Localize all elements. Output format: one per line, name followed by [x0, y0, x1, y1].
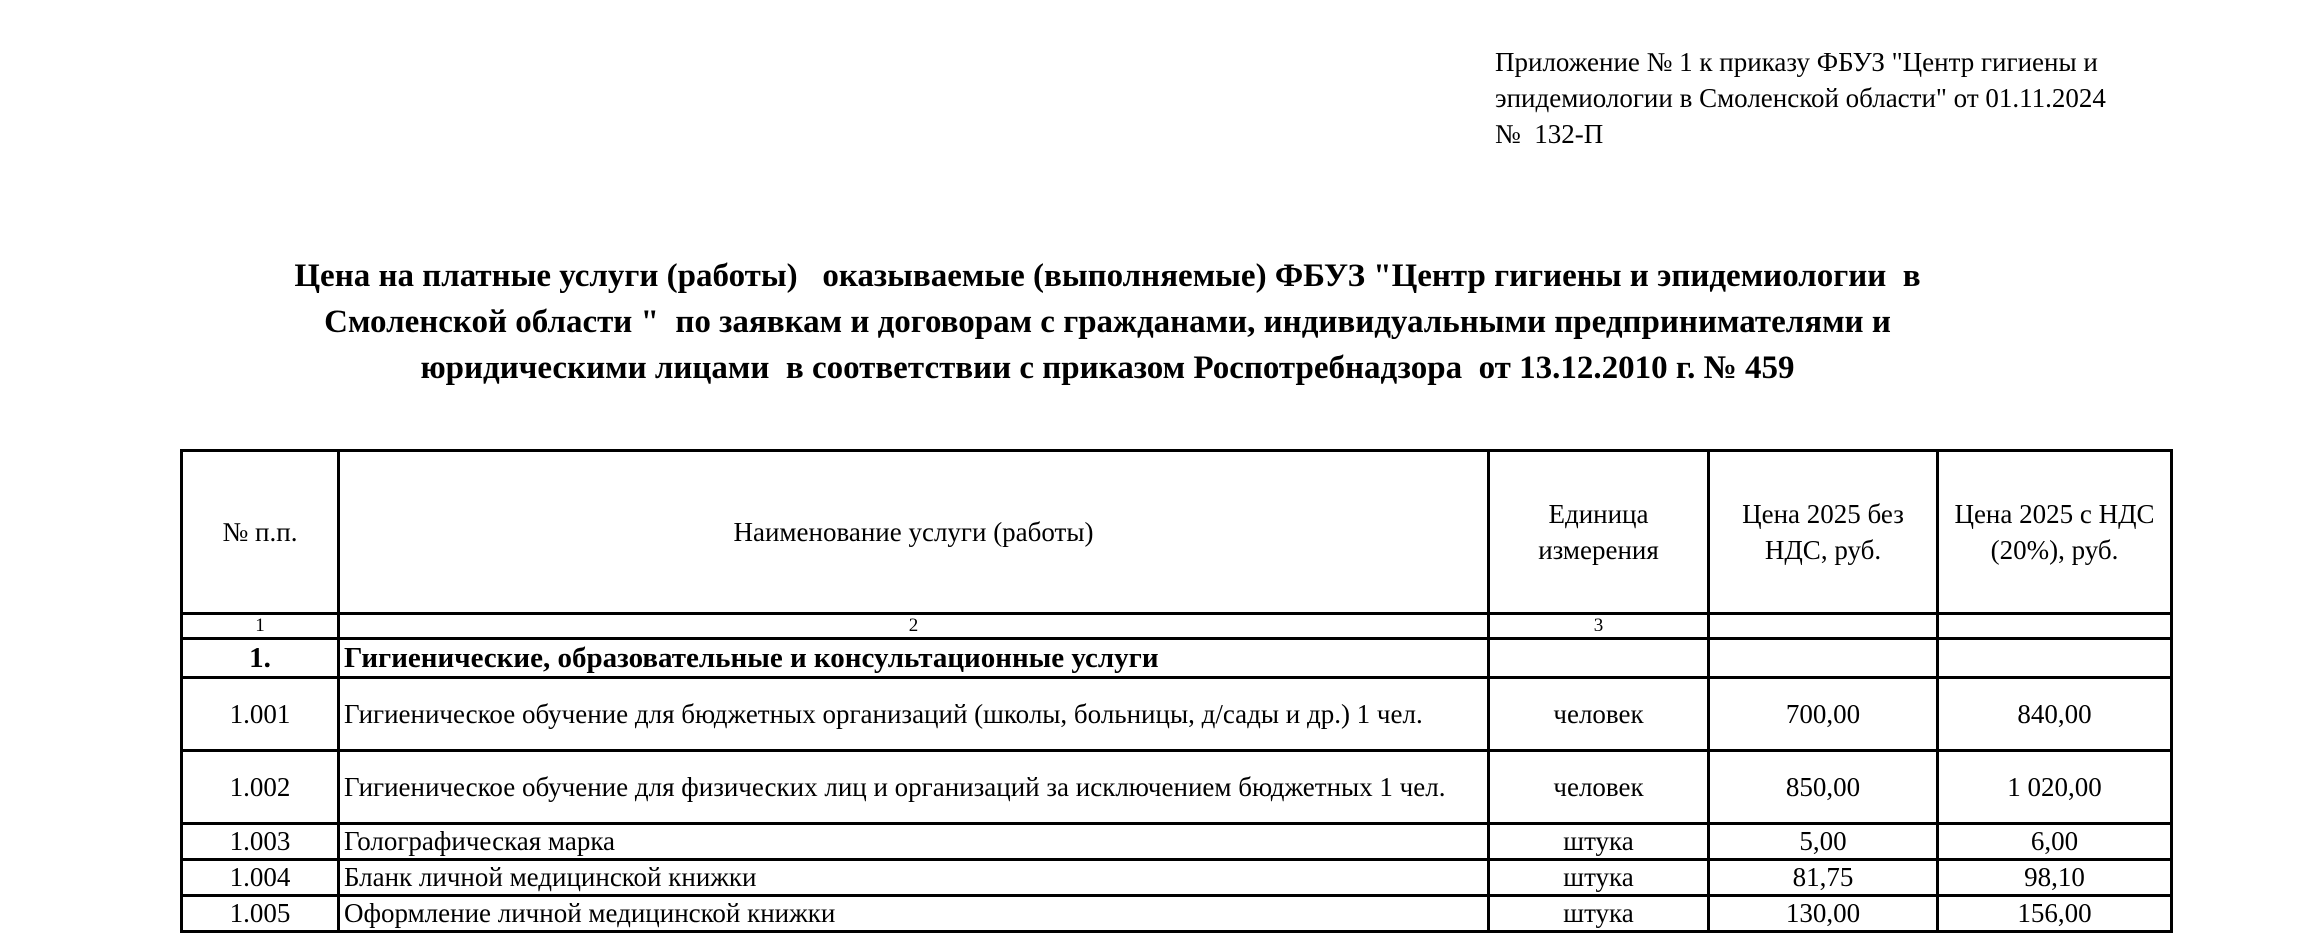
header-num: № п.п. [182, 451, 339, 614]
header-price-vat-line-2: (20%), руб. [1990, 535, 2119, 565]
column-number [1938, 614, 2172, 639]
price-no-vat: 700,00 [1709, 678, 1938, 751]
service-name: Бланк личной медицинской книжки [339, 860, 1489, 896]
price-vat: 6,00 [1938, 824, 2172, 860]
row-number: 1.002 [182, 751, 339, 824]
row-number: 1.003 [182, 824, 339, 860]
appendix-line-2: эпидемиологии в Смоленской области" от 01.11.2024 [1495, 83, 2106, 113]
table-row [182, 824, 2172, 860]
header-price-no-vat [1709, 451, 1938, 614]
row-number: 1.005 [182, 896, 339, 932]
document-title [180, 253, 2035, 391]
price-no-vat: 5,00 [1709, 824, 1938, 860]
title-line-1: Цена на платные услуги (работы) оказываемые (выполняемые) ФБУЗ "Центр гигиены и эпидемиологии в [294, 258, 1921, 294]
section-row [182, 639, 2172, 678]
unit: человек [1489, 678, 1709, 751]
column-number: 2 [339, 614, 1489, 639]
unit: штука [1489, 896, 1709, 932]
title-line-2: Смоленской области " по заявкам и договорам с гражданами, индивидуальными предпринимателями и [324, 304, 1891, 340]
appendix-line-1: Приложение № 1 к приказу ФБУЗ "Центр гигиены и [1495, 47, 2098, 77]
price-table [180, 449, 2173, 933]
price-no-vat: 850,00 [1709, 751, 1938, 824]
header-unit-line-2: измерения [1538, 535, 1659, 565]
price-vat: 1 020,00 [1938, 751, 2172, 824]
service-name: Гигиеническое обучение для бюджетных организаций (школы, больницы, д/сады и др.) 1 чел. [339, 678, 1489, 751]
section-number: 1. [182, 639, 339, 678]
header-price-vat-line-1: Цена 2025 с НДС [1954, 499, 2155, 529]
appendix-note [1495, 44, 2215, 152]
row-number: 1.001 [182, 678, 339, 751]
price-no-vat: 130,00 [1709, 896, 1938, 932]
price-vat: 98,10 [1938, 860, 2172, 896]
column-number [1709, 614, 1938, 639]
table-row [182, 751, 2172, 824]
header-price-no-vat-line-1: Цена 2025 без [1742, 499, 1904, 529]
unit: штука [1489, 860, 1709, 896]
row-number: 1.004 [182, 860, 339, 896]
header-unit [1489, 451, 1709, 614]
table-header-row [182, 451, 2172, 614]
service-name: Голографическая марка [339, 824, 1489, 860]
service-name: Оформление личной медицинской книжки [339, 896, 1489, 932]
table-row [182, 678, 2172, 751]
column-number: 1 [182, 614, 339, 639]
empty-cell [1938, 639, 2172, 678]
empty-cell [1489, 639, 1709, 678]
unit: штука [1489, 824, 1709, 860]
price-vat: 840,00 [1938, 678, 2172, 751]
price-no-vat: 81,75 [1709, 860, 1938, 896]
unit: человек [1489, 751, 1709, 824]
section-title: Гигиенические, образовательные и консультационные услуги [339, 639, 1489, 678]
table-row [182, 896, 2172, 932]
title-line-3: юридическими лицами в соответствии с приказом Роспотребнадзора от 13.12.2010 г. № 459 [420, 350, 1795, 386]
service-name: Гигиеническое обучение для физических лиц и организаций за исключением бюджетных 1 чел. [339, 751, 1489, 824]
header-name: Наименование услуги (работы) [339, 451, 1489, 614]
table-row [182, 860, 2172, 896]
header-price-vat [1938, 451, 2172, 614]
empty-cell [1709, 639, 1938, 678]
header-price-no-vat-line-2: НДС, руб. [1764, 535, 1882, 565]
price-vat: 156,00 [1938, 896, 2172, 932]
column-number-row [182, 614, 2172, 639]
appendix-line-3: № 132-П [1495, 119, 1604, 149]
header-unit-line-1: Единица [1548, 499, 1649, 529]
column-number: 3 [1489, 614, 1709, 639]
